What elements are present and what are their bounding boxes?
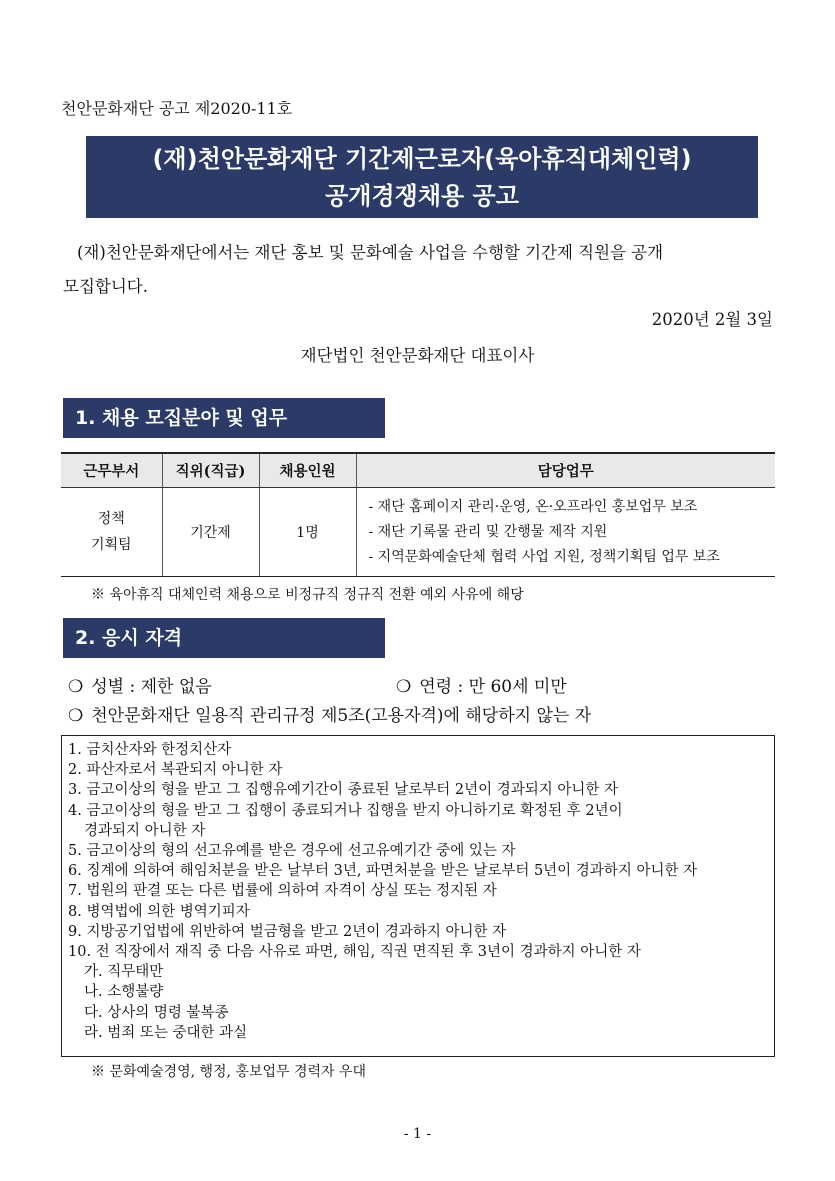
- list-item: 다. 상사의 명령 불복종: [84, 1004, 229, 1021]
- title-line-1: (재)천안문화재단 기간제근로자(육아휴직대체인력): [152, 145, 692, 173]
- list-item: 6. 징계에 의하여 해임처분을 받은 날부터 3년, 파면처분을 받은 날로부터 5년이 경과하지 아니한 자: [68, 863, 698, 880]
- intro-paragraph: [63, 236, 775, 304]
- duty-item: - 재단 홈페이지 관리·운영, 온·오프라인 홍보업무 보조: [368, 498, 698, 515]
- circle-bullet-icon: ❍: [396, 677, 412, 697]
- section-2-heading: 2. 응시 자격: [63, 618, 385, 658]
- section-1-heading: 1. 채용 모집분야 및 업무: [63, 398, 385, 438]
- intro-line-2: 모집합니다.: [63, 277, 148, 296]
- title-line-2: 공개경쟁채용 공고: [325, 182, 519, 210]
- header-headcount: 채용인원: [259, 453, 356, 488]
- recruitment-table: [61, 452, 775, 577]
- qualification-age: ❍ 연령 : 만 60세 미만: [396, 677, 567, 697]
- cell-position: 기간제: [162, 488, 259, 577]
- list-item: 가. 직무태만: [84, 964, 164, 981]
- circle-bullet-icon: ❍: [68, 706, 84, 726]
- announcement-date: 2020년 2월 3일: [651, 310, 773, 329]
- qualification-rule: ❍ 천안문화재단 일용직 관리규정 제5조(고용자격)에 해당하지 않는 자: [68, 706, 592, 726]
- table-header-row: [61, 453, 775, 488]
- list-item: 2. 파산자로서 복관되지 아니한 자: [68, 762, 283, 779]
- list-item: 나. 소행불량: [84, 984, 164, 1001]
- qualification-gender: ❍ 성별 : 제한 없음: [68, 677, 212, 697]
- header-department: 근무부서: [61, 453, 162, 488]
- intro-line-1: (재)천안문화재단에서는 재단 홍보 및 문화예술 사업을 수행할 기간제 직원을 공개: [77, 243, 664, 262]
- list-item: 10. 전 직장에서 재직 중 다음 사유로 파면, 해임, 직권 면직된 후 3년이 경과하지 아니한 자: [68, 944, 641, 961]
- notice-number: 천안문화재단 공고 제2020-11호: [61, 99, 293, 118]
- list-item: 9. 지방공기업법에 위반하여 벌금형을 받고 2년이 경과하지 아니한 자: [68, 923, 507, 940]
- table-row: [61, 488, 775, 577]
- list-item: 7. 법원의 판결 또는 다른 법률에 의하여 자격이 상실 또는 정지된 자: [68, 883, 497, 900]
- list-item: 8. 병역법에 의한 병역기피자: [68, 903, 250, 920]
- page-number: - 1 -: [403, 1126, 432, 1142]
- duty-item: - 지역문화예술단체 협력 사업 지원, 정책기획팀 업무 보조: [368, 548, 720, 565]
- announcement-title: [86, 136, 758, 218]
- list-item: 1. 금치산자와 한정치산자: [68, 742, 232, 758]
- list-item: 라. 범죄 또는 중대한 과실: [84, 1024, 248, 1041]
- disqualification-list: [61, 735, 775, 1057]
- list-item: 4. 금고이상의 형을 받고 그 집행이 종료되거나 집행을 받지 아니하기로 확정된 후 2년이: [68, 802, 623, 819]
- table-note: ※ 육아휴직 대체인력 채용으로 비정규직 정규직 전환 예외 사유에 해당: [91, 587, 524, 603]
- cell-department: 정책 기획팀: [61, 488, 162, 577]
- duty-item: - 재단 기록물 관리 및 간행물 제작 지원: [368, 523, 608, 540]
- circle-bullet-icon: ❍: [68, 677, 84, 697]
- header-position: 직위(직급): [162, 453, 259, 488]
- list-item: 5. 금고이상의 형의 선고유예를 받은 경우에 선고유예기간 중에 있는 자: [68, 843, 516, 860]
- preference-note: ※ 문화예술경영, 행정, 홍보업무 경력자 우대: [91, 1064, 367, 1080]
- cell-duties: [356, 488, 775, 577]
- list-item: 경과되지 아니한 자: [84, 822, 206, 839]
- cell-headcount: 1명: [259, 488, 356, 577]
- header-duties: 담당업무: [356, 453, 775, 488]
- list-item: 3. 금고이상의 형을 받고 그 집행유예기간이 종료된 날로부터 2년이 경과되지 아니한 자: [68, 782, 618, 799]
- issuer: 재단법인 천안문화재단 대표이사: [300, 346, 535, 365]
